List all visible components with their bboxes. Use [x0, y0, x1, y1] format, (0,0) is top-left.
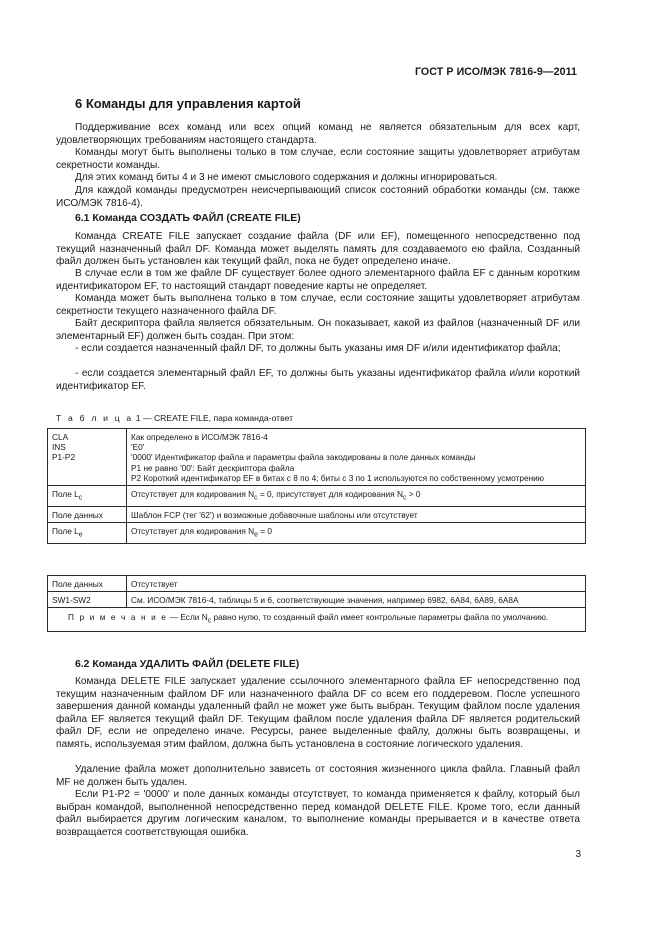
- table-cell: [127, 429, 586, 486]
- section-6-1-heading: 6.1 Команда СОЗДАТЬ ФАЙЛ (CREATE FILE): [75, 213, 301, 224]
- section-6-heading: 6 Команды для управления картой: [75, 96, 301, 111]
- table-row: [48, 576, 586, 592]
- section-6-1-paragraph: Байт дескриптора файла является обязательным. Он показывает, какой из файлов (назначенный DF или элементарный EF) должен быть создан. При этом:: [56, 318, 580, 342]
- lc-label-text: Поле L: [52, 489, 79, 500]
- document-id-header: ГОСТ Р ИСО/МЭК 7816-9—2011: [414, 66, 577, 78]
- section-6-2-paragraph: Команда DELETE FILE запускает удаление ссылочного элементарного файла EF непосредственно под текущим назначенным файлом DF или назначенного файла DF со всем его поддеревом. После успешного завершения данной команды удаленный файл не может уже быть выбран. Текущим файлом после удаления файла EF является текущий файл DF. Текущим файлом после удаления файла DF является родительский файл DF, если не определено иначе. Ресурсы, ранее выделенные файлу, должны быть возвращены, и память, используемая этим файлом, должна быть установлена в состояние логического удаления.: [56, 676, 580, 750]
- section-6-paragraph: Поддерживание всех команд или всех опций команд не является обязательным для всех карт, удовлетворяющих требованиям настоящего стандарта.: [56, 122, 580, 146]
- le-label-text: Поле L: [52, 526, 79, 537]
- p1-p2-label: P1-P2: [52, 452, 76, 463]
- table-row: [48, 429, 586, 486]
- note-subscript: c: [207, 618, 212, 626]
- le-desc-part: = 0: [257, 526, 273, 537]
- ins-label: INS: [52, 442, 66, 453]
- table-cell: [48, 429, 127, 486]
- note-text: — Если N: [167, 612, 208, 623]
- section-6-2-paragraph: Удаление файла может дополнительно зависеть от состояния жизненного цикла файла. Главный файл MF не должен быть удален.: [56, 764, 580, 788]
- sw1-sw2-description: См. ИСО/МЭК 7816-4, таблицы 5 и 6, соответствующие значения, например 6982, 6A84, 6A89, 6A8A: [127, 592, 586, 608]
- ins-description: 'E0': [131, 442, 145, 453]
- table-caption-text: 1 — CREATE FILE, пара команда-ответ: [133, 413, 294, 423]
- create-file-response-table: [47, 575, 586, 632]
- cla-description: Как определено в ИСО/МЭК 7816-4: [131, 432, 268, 442]
- le-desc-part: Отсутствует для кодирования N: [131, 526, 255, 537]
- section-6-1-paragraph: В случае если в том же файле DF существует более одного элементарного файла EF с данным коротким идентификатором EF, то настоящий стандарт поведение карты не определяет.: [56, 268, 580, 292]
- p2-description: P2 Короткий идентификатор EF в битах с 8 по 4; биты с 3 по 1 используются по собственному усмотрению: [131, 472, 545, 483]
- section-6-2-heading: 6.2 Команда УДАЛИТЬ ФАЙЛ (DELETE FILE): [75, 659, 300, 670]
- data-field-description: Шаблон FCP (тег '62') и возможные добавочные шаблоны или отсутствует: [127, 506, 586, 522]
- lc-desc-part: Отсутствует для кодирования N: [131, 489, 255, 500]
- data-field-label: Поле данных: [48, 506, 127, 522]
- table-row: [48, 608, 586, 631]
- response-data-label: Поле данных: [48, 576, 127, 592]
- lc-subscript: c: [78, 494, 83, 502]
- section-6-paragraph: Команды могут быть выполнены только в том случае, если состояние защиты удовлетворяет атрибутам секретности команды.: [56, 147, 580, 171]
- lc-desc-part: > 0: [406, 489, 421, 500]
- section-6-1-paragraph: Команда CREATE FILE запускает создание файла (DF или EF), помещенного непосредственно под текущий назначенный файл DF. Команда может выделять память для создаваемого ею файла. Созданный файл должен быть установлен как текущий файл, пока не будет определено иначе.: [56, 231, 580, 268]
- lc-desc-subscript: c: [254, 494, 258, 502]
- section-6-1-list-item: - если создается элементарный файл EF, то должны быть указаны идентификатор файла и/или короткий идентификатор EF.: [56, 368, 580, 392]
- table-row: [48, 523, 586, 544]
- sw1-sw2-label: SW1-SW2: [48, 592, 127, 608]
- le-desc-subscript: e: [254, 531, 258, 539]
- le-field-label: [48, 523, 127, 544]
- le-subscript: e: [78, 531, 83, 539]
- note-text: равно нулю, то созданный файл имеет контрольные параметры файла по умолчанию.: [211, 612, 549, 623]
- response-data-description: Отсутствует: [127, 576, 586, 592]
- table-row: [48, 486, 586, 507]
- lc-field-label: [48, 486, 127, 507]
- create-file-command-table: [47, 428, 586, 544]
- cla-label: CLA: [52, 432, 69, 442]
- table-note: [48, 608, 586, 631]
- lc-field-description: [127, 486, 586, 507]
- note-label: П р и м е ч а н и е: [68, 612, 168, 623]
- lc-desc-subscript: c: [402, 494, 407, 502]
- table-row: [48, 592, 586, 608]
- section-6-paragraph: Для каждой команды предусмотрен неисчерпывающий список состояний обработки команды (см. также ИСО/МЭК 7816-4).: [56, 185, 580, 209]
- p1-p2-description: '0000' Идентификатор файла и параметры файла закодированы в поле данных команды: [131, 452, 476, 463]
- p1-description: P1 не равно '00': Байт дескриптора файла: [131, 462, 295, 473]
- table-caption-label: Т а б л и ц а: [56, 413, 134, 423]
- le-field-description: [127, 523, 586, 544]
- table-row: [48, 506, 586, 522]
- table-1-caption: [56, 413, 293, 423]
- section-6-1-paragraph: Команда может быть выполнена только в том случае, если состояние защиты удовлетворяет атрибутам секретности текущего назначенного файла DF.: [56, 293, 580, 317]
- page-number: 3: [575, 849, 581, 860]
- lc-desc-part: = 0, присутствует для кодирования N: [257, 489, 403, 500]
- section-6-paragraph: Для этих команд биты 4 и 3 не имеют смыслового содержания и должны игнорироваться.: [75, 172, 498, 183]
- section-6-2-paragraph: Если P1-P2 = '0000' и поле данных команды отсутствует, то команда применяется к файлу, который был выбран командой, выполненной непосредственно перед командой DELETE FILE. Кроме того, если данный файл выбирается другим логическим каналом, то выполнение команды прерывается и в качестве ответа возвращается соответствующая ошибка.: [56, 789, 580, 838]
- section-6-1-list-item: - если создается назначенный файл DF, то должны быть указаны имя DF и/или идентификатор файла;: [75, 343, 561, 354]
